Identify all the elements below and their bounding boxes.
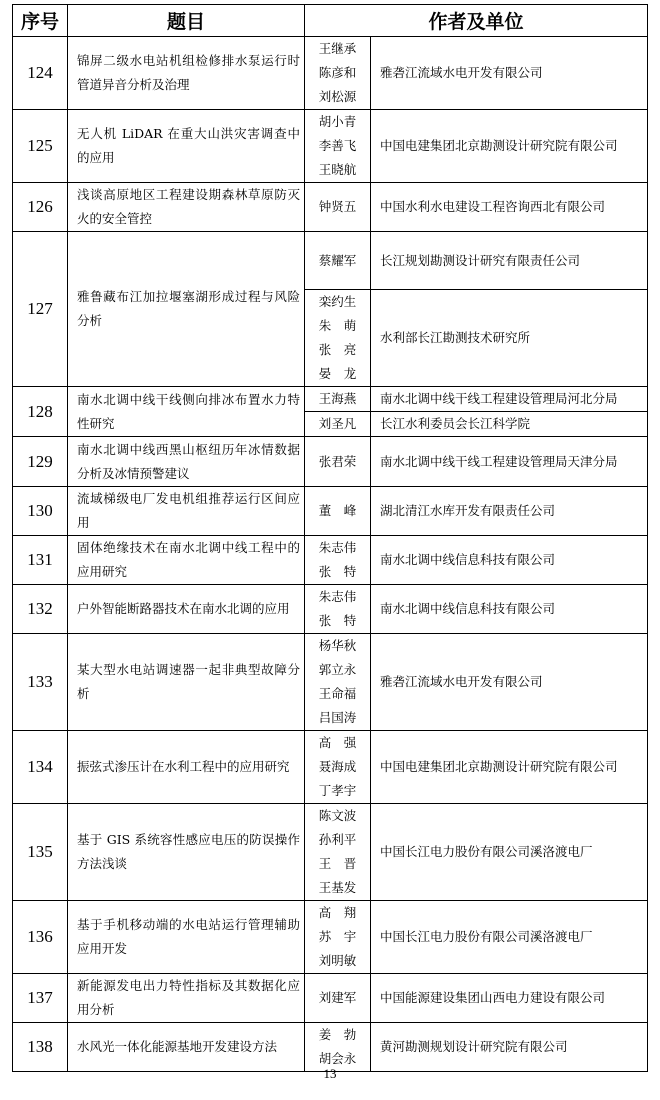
table-row — [13, 37, 648, 110]
author-affiliation: 中国长江电力股份有限公司溪洛渡电厂 — [371, 804, 648, 901]
row-number: 131 — [13, 536, 68, 585]
author-affiliation: 长江规划勘测设计研究有限责任公司 — [371, 232, 648, 290]
paper-title: 基于 GIS 系统容性感应电压的防误操作方法浅谈 — [68, 804, 305, 901]
paper-list-table — [12, 4, 648, 1072]
paper-title: 锦屏二级水电站机组检修排水泵运行时管道异音分析及治理 — [68, 37, 305, 110]
row-number: 132 — [13, 585, 68, 634]
author-name: 胡会永 — [318, 1051, 357, 1066]
author-affiliation: 南水北调中线干线工程建设管理局河北分局 — [371, 387, 648, 412]
author-name: 丁孝宇 — [318, 783, 357, 798]
author-names — [305, 1023, 371, 1072]
author-affiliation: 湖北清江水库开发有限责任公司 — [371, 487, 648, 536]
table-row — [13, 585, 648, 634]
author-name: 王海燕 — [318, 391, 357, 406]
table-row — [13, 536, 648, 585]
table-row — [13, 1023, 648, 1072]
paper-title: 南水北调中线西黑山枢纽历年冰情数据分析及冰情预警建议 — [68, 437, 305, 487]
author-names — [305, 232, 371, 290]
table-row — [13, 110, 648, 183]
author-affiliation: 中国长江电力股份有限公司溪洛渡电厂 — [371, 901, 648, 974]
table-row — [13, 183, 648, 232]
author-affiliation: 长江水利委员会长江科学院 — [371, 412, 648, 437]
row-number: 124 — [13, 37, 68, 110]
table-row — [13, 804, 648, 901]
row-number: 126 — [13, 183, 68, 232]
author-affiliation: 中国能源建设集团山西电力建设有限公司 — [371, 974, 648, 1023]
author-affiliation: 南水北调中线信息科技有限公司 — [371, 536, 648, 585]
table-row — [13, 232, 648, 290]
table-body — [13, 37, 648, 1072]
paper-title: 流域梯级电厂发电机组推荐运行区间应用 — [68, 487, 305, 536]
author-name: 聂海成 — [318, 759, 357, 774]
author-name: 张 特 — [318, 564, 357, 579]
author-affiliation: 水利部长江勘测技术研究所 — [371, 290, 648, 387]
paper-title: 振弦式渗压计在水利工程中的应用研究 — [68, 731, 305, 804]
author-names — [305, 290, 371, 387]
table-row — [13, 437, 648, 487]
table-row — [13, 487, 648, 536]
table-row — [13, 901, 648, 974]
row-number: 130 — [13, 487, 68, 536]
author-name: 朱 萌 — [318, 318, 357, 333]
author-affiliation: 南水北调中线信息科技有限公司 — [371, 585, 648, 634]
author-name: 朱志伟 — [318, 540, 357, 555]
author-name: 胡小青 — [318, 114, 357, 129]
row-number: 134 — [13, 731, 68, 804]
paper-title: 南水北调中线干线侧向排冰布置水力特性研究 — [68, 387, 305, 437]
author-name: 刘圣凡 — [318, 416, 357, 431]
table-row — [13, 387, 648, 412]
author-name: 高 翔 — [318, 905, 357, 920]
author-names — [305, 536, 371, 585]
author-name: 李善飞 — [318, 138, 357, 153]
author-name: 孙利平 — [318, 832, 357, 847]
table-header-row — [13, 5, 648, 37]
paper-title: 浅谈高原地区工程建设期森林草原防灭火的安全管控 — [68, 183, 305, 232]
row-number: 128 — [13, 387, 68, 437]
author-name: 刘明敏 — [318, 953, 357, 968]
author-name: 刘建军 — [318, 990, 357, 1005]
paper-title: 某大型水电站调速器一起非典型故障分析 — [68, 634, 305, 731]
author-name: 王基发 — [318, 880, 357, 895]
author-names — [305, 387, 371, 412]
author-name: 杨华秋 — [318, 638, 357, 653]
author-name: 朱志伟 — [318, 589, 357, 604]
paper-title: 户外智能断路器技术在南水北调的应用 — [68, 585, 305, 634]
paper-title: 无人机 LiDAR 在重大山洪灾害调查中的应用 — [68, 110, 305, 183]
author-name: 董 峰 — [318, 503, 357, 518]
author-name: 郭立永 — [318, 662, 357, 677]
author-names — [305, 804, 371, 901]
author-name: 张君荣 — [318, 453, 357, 469]
author-name: 钟贤五 — [318, 199, 357, 214]
author-names — [305, 731, 371, 804]
row-number: 138 — [13, 1023, 68, 1072]
row-number: 136 — [13, 901, 68, 974]
row-number: 137 — [13, 974, 68, 1023]
paper-title: 新能源发电出力特性指标及其数据化应用分析 — [68, 974, 305, 1023]
header-no: 序号 — [13, 5, 68, 37]
author-name: 蔡耀军 — [318, 252, 357, 268]
author-name: 张 特 — [318, 613, 357, 628]
author-name: 王继承 — [318, 41, 357, 56]
paper-title: 水风光一体化能源基地开发建设方法 — [68, 1023, 305, 1072]
author-names — [305, 585, 371, 634]
paper-title: 固体绝缘技术在南水北调中线工程中的应用研究 — [68, 536, 305, 585]
author-names — [305, 974, 371, 1023]
row-number: 127 — [13, 232, 68, 387]
author-name: 王 晋 — [318, 856, 357, 871]
table-row — [13, 731, 648, 804]
author-name: 刘松源 — [318, 89, 357, 104]
author-names — [305, 110, 371, 183]
page-number: 13 — [323, 1066, 337, 1081]
table-row — [13, 974, 648, 1023]
author-affiliation: 雅砻江流域水电开发有限公司 — [371, 634, 648, 731]
author-name: 张 亮 — [318, 342, 357, 357]
author-names — [305, 412, 371, 437]
author-names — [305, 437, 371, 487]
author-names — [305, 183, 371, 232]
row-number: 133 — [13, 634, 68, 731]
author-affiliation: 中国电建集团北京勘测设计研究院有限公司 — [371, 110, 648, 183]
author-name: 王命福 — [318, 686, 357, 701]
author-names — [305, 634, 371, 731]
header-author-unit: 作者及单位 — [305, 5, 648, 37]
author-name: 苏 宇 — [318, 929, 357, 944]
author-affiliation: 中国电建集团北京勘测设计研究院有限公司 — [371, 731, 648, 804]
header-title: 题目 — [68, 5, 305, 37]
author-name: 姜 勃 — [318, 1027, 357, 1042]
author-name: 陈彦和 — [318, 65, 357, 80]
author-name: 王晓航 — [318, 162, 357, 177]
table-row — [13, 634, 648, 731]
author-affiliation: 雅砻江流域水电开发有限公司 — [371, 37, 648, 110]
paper-title: 基于手机移动端的水电站运行管理辅助应用开发 — [68, 901, 305, 974]
author-affiliation: 中国水利水电建设工程咨询西北有限公司 — [371, 183, 648, 232]
row-number: 135 — [13, 804, 68, 901]
author-affiliation: 黄河勘测规划设计研究院有限公司 — [371, 1023, 648, 1072]
author-affiliation: 南水北调中线干线工程建设管理局天津分局 — [371, 437, 648, 487]
author-name: 高 强 — [318, 735, 357, 750]
author-name: 晏 龙 — [318, 366, 357, 381]
author-names — [305, 37, 371, 110]
author-name: 陈文波 — [318, 808, 357, 823]
paper-title: 雅鲁藏布江加拉堰塞湖形成过程与风险分析 — [68, 232, 305, 387]
row-number: 125 — [13, 110, 68, 183]
row-number: 129 — [13, 437, 68, 487]
author-name: 栾约生 — [318, 294, 357, 309]
author-names — [305, 487, 371, 536]
author-names — [305, 901, 371, 974]
author-name: 吕国涛 — [318, 710, 357, 725]
